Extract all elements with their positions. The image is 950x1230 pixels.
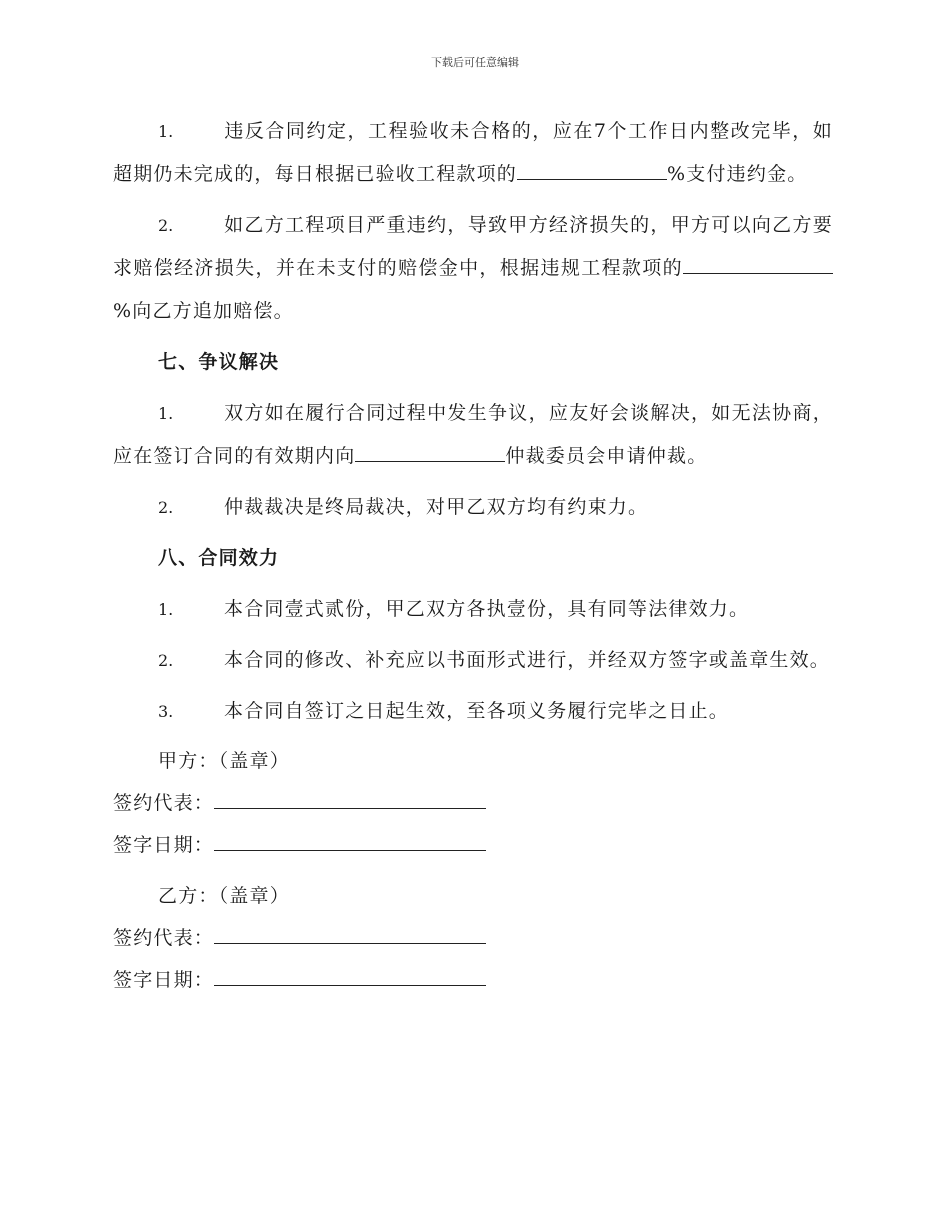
clause-dispute-2 (113, 486, 833, 529)
clause-text: 如乙方工程项目严重违约，导致甲方经济损失的，甲方可以向乙方要求赔偿经济损失，并在未支付的赔偿金中，根据违规工程款项的 (113, 214, 833, 279)
clause-validity-2 (113, 639, 833, 682)
clause-number: 1. (158, 122, 174, 141)
party-a-date-line (113, 824, 833, 866)
party-b-rep-line (113, 917, 833, 959)
clause-validity-3 (113, 690, 833, 733)
date-label: 签字日期： (113, 969, 215, 991)
fill-blank[interactable] (355, 437, 505, 462)
party-b-label: 乙方：（盖章） (158, 885, 290, 907)
rep-signature-field[interactable] (214, 782, 486, 809)
section-heading-dispute: 七、争议解决 (158, 351, 280, 373)
date-label: 签字日期： (113, 834, 215, 856)
date-field[interactable] (214, 959, 486, 986)
clause-dispute-1 (113, 392, 833, 478)
clause-number: 2. (158, 651, 174, 670)
document-body (113, 110, 833, 1001)
clause-breach-1 (113, 110, 833, 196)
clause-number: 2. (158, 216, 174, 235)
clause-breach-2 (113, 204, 833, 333)
clause-text: 本合同的修改、补充应以书面形式进行，并经双方签字或盖章生效。 (224, 649, 831, 671)
fill-blank[interactable] (683, 249, 833, 274)
clause-number: 1. (158, 404, 174, 423)
rep-label: 签约代表： (113, 792, 215, 814)
rep-label: 签约代表： (113, 927, 215, 949)
signature-block-party-b (113, 876, 833, 1001)
party-b-date-line (113, 959, 833, 1001)
rep-signature-field[interactable] (214, 917, 486, 944)
clause-text: 本合同自签订之日起生效，至各项义务履行完毕之日止。 (224, 700, 730, 722)
clause-number: 3. (158, 702, 174, 721)
clause-text: %向乙方追加赔偿。 (113, 300, 294, 322)
clause-text: 仲裁委员会申请仲裁。 (505, 445, 708, 467)
clause-number: 1. (158, 600, 174, 619)
section-heading-validity: 八、合同效力 (158, 547, 280, 569)
fill-blank[interactable] (517, 155, 667, 180)
clause-text: 双方如在履行合同过程中发生争议，应友好会谈解决，如无法协商，应在签订合同的有效期内向 (113, 402, 833, 467)
party-a-label: 甲方：（盖章） (158, 750, 290, 772)
page-header: 下载后可任意编辑 (431, 56, 519, 69)
spacer (113, 866, 833, 876)
clause-text: 本合同壹式贰份，甲乙双方各执壹份，具有同等法律效力。 (224, 598, 750, 620)
clause-text: %支付违约金。 (667, 163, 808, 185)
clause-text: 违反合同约定，工程验收未合格的，应在7个工作日内整改完毕，如超期仍未完成的，每日根据已验收工程款项的 (113, 120, 833, 185)
clause-text: 仲裁裁决是终局裁决，对甲乙双方均有约束力。 (224, 496, 649, 518)
date-field[interactable] (214, 824, 486, 851)
clause-validity-1 (113, 588, 833, 631)
signature-block-party-a (113, 741, 833, 866)
clause-number: 2. (158, 498, 174, 517)
party-a-rep-line (113, 782, 833, 824)
